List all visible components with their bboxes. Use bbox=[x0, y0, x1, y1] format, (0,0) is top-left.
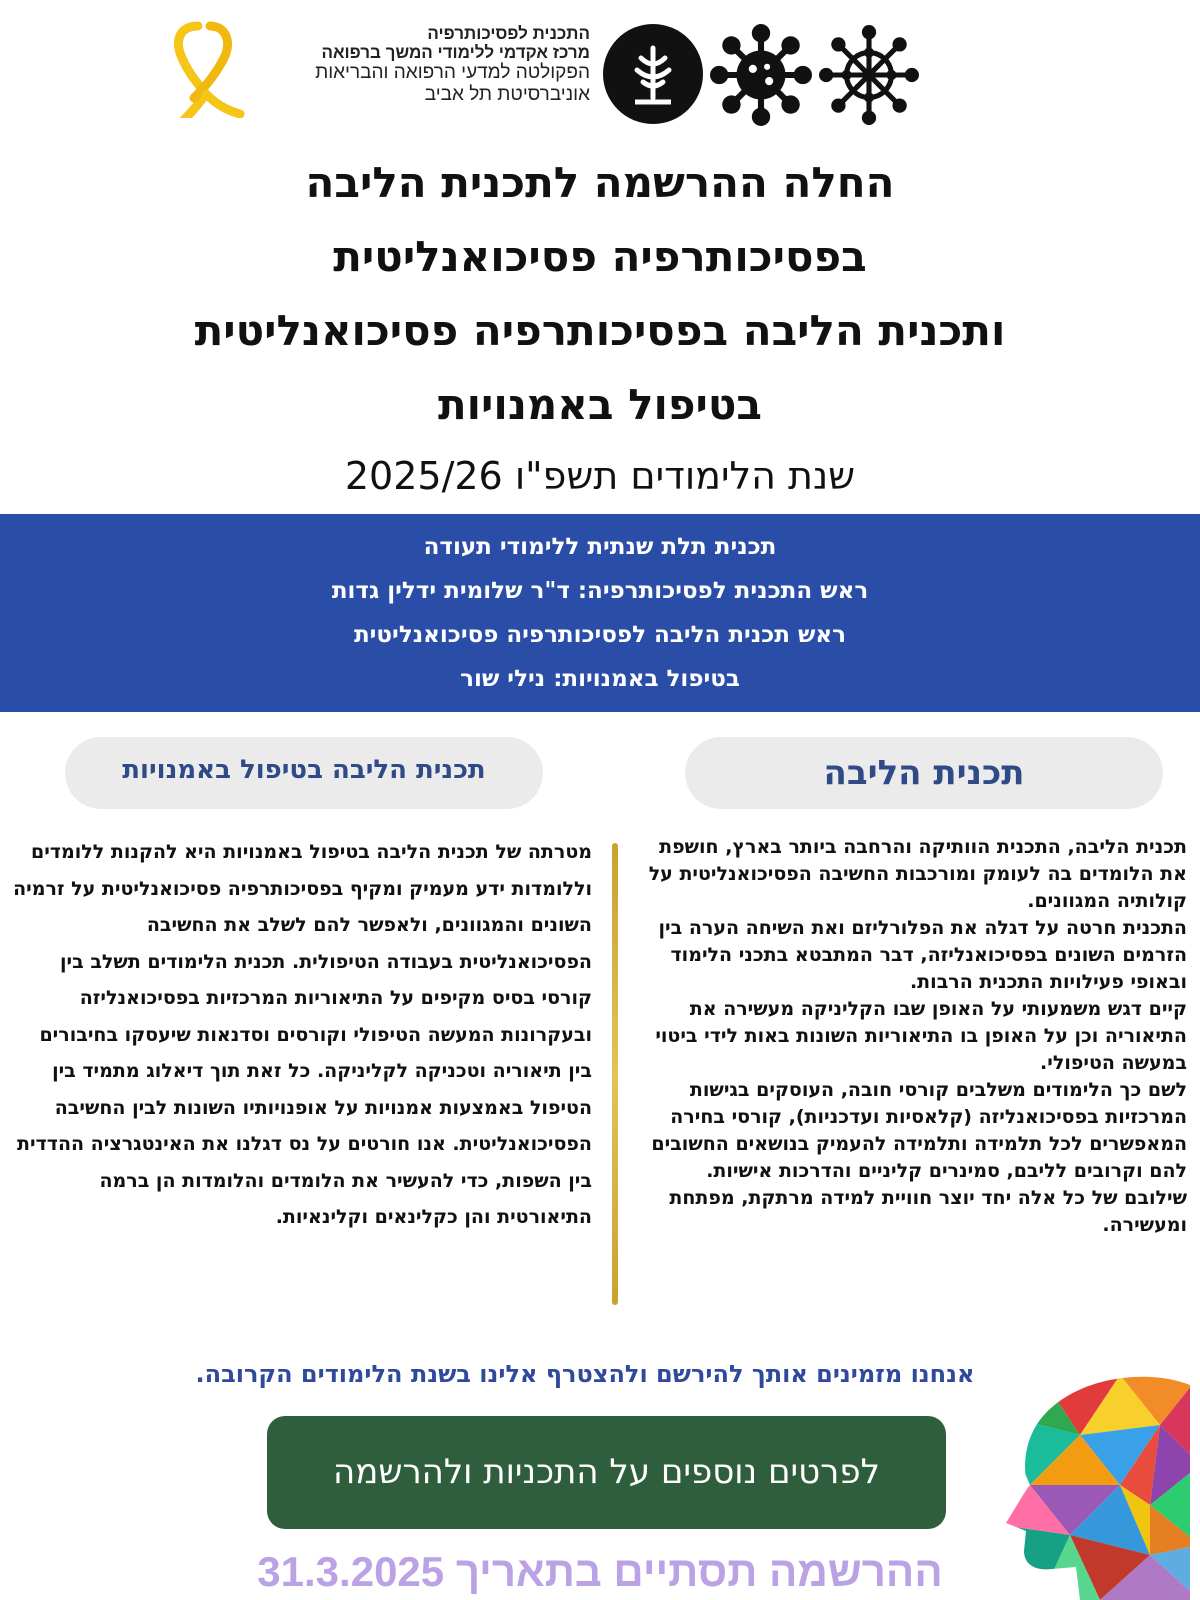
arts-program-heading: תכנית הליבה בטיפול באמנויות bbox=[65, 737, 543, 809]
core-program-paragraph: קיים דגש משמעותי על האופן שבו הקליניקה מעשירה את התיאוריה וכן על האופן בו התיאוריות השונות באות לידי ביטוי במעשה הטיפולי. bbox=[655, 998, 1187, 1074]
org-program-name: התכנית לפסיכותרפיה bbox=[427, 24, 590, 43]
program-type: תכנית תלת שנתית ללימודי תעודה bbox=[423, 534, 777, 560]
arts-program-head-name: בטיפול באמנויות: נילי שור bbox=[460, 666, 740, 692]
program-head: ראש התכנית לפסיכותרפיה: ד"ר שלומית ידלין גדות bbox=[331, 578, 869, 604]
yellow-ribbon-icon bbox=[160, 18, 250, 118]
academic-year: שנת הלימודים תשפ"ו 2025/26 bbox=[344, 454, 856, 498]
virus-logo bbox=[710, 24, 812, 126]
core-program-paragraph: לשם כך הלימודים משלבים קורסי חובה, העוסקים בגישות המרכזיות בפסיכואנליזה (קלאסיות ועדכניות), קורסי בחירה המאפשרים לכל תלמידה ותלמידה להעמיק בנושאים החשובים להם וקרובים לליבם, סמינרים קליניים והדרכות אישיות. bbox=[651, 1079, 1187, 1182]
register-button[interactable]: לפרטים נוספים על התכניות ולהרשמה bbox=[267, 1416, 946, 1529]
core-program-paragraph: התכנית חרטה על דגלה את הפלורליזם ואת השיחה הערה בין הזרמים השונים בפסיכואנליזה, דבר המתבטא בתכני הלימוד ובאופי פעילויות התכנית הרבות. bbox=[658, 917, 1187, 993]
colorful-head-illustration bbox=[1000, 1375, 1200, 1600]
arts-program-head-title: ראש תכנית הליבה לפסיכותרפיה פסיכואנליטית bbox=[353, 622, 847, 648]
column-divider bbox=[612, 843, 618, 1305]
core-program-description bbox=[632, 834, 1187, 1239]
registration-deadline: ההרשמה תסתיים בתאריך 31.3.2025 bbox=[257, 1548, 943, 1595]
title-line-4: בטיפול באמנויות bbox=[437, 380, 763, 429]
title-line-3: ותכנית הליבה בפסיכותרפיה פסיכואנליטית bbox=[194, 306, 1006, 355]
core-program-paragraph: תכנית הליבה, התכנית הוותיקה והרחבה ביותר בארץ, חושפת את הלומדים בה לעומק ומורכבות החשיבה הפסיכואנליטית על קולותיה המגוונים. bbox=[648, 836, 1187, 912]
core-program-paragraph: שילובם של כל אלה יחד יוצר חוויית למידה מרתקת, מפתחת ומעשירה. bbox=[669, 1187, 1187, 1236]
arts-program-description bbox=[12, 834, 592, 1236]
organization-info bbox=[260, 24, 590, 106]
core-program-heading: תכנית הליבה bbox=[685, 737, 1163, 809]
arts-program-paragraph: מטרתה של תכנית הליבה בטיפול באמנויות היא להקנות ללומדים וללומדות ידע מעמיק ומקיף בפסיכותרפיה פסיכואנליטית על זרמיה השונים והמגוונים, ולאפשר להם לשלב את החשיבה הפסיכואנליטית בעבודה הטיפולית. תכנית הלימודים תשלב בין קורסי בסיס מקיפים על התיאוריות המרכזיות בפסיכואנליזה ובעקרונות המעשה הטיפולי וקורסים וסדנאות שיעסקו בחיבורים בין תיאוריה וטכניקה לקליניקה. כל זאת תוך דיאלוג מתמיד בין הטיפול באמצעות אמנויות על אופנויותיו השונות לבין החשיבה הפסיכואנליטית. אנו חורטים על נס דגלנו את האינטגרציה ההדדית בין השפות, כדי להעשיר את הלומדים והלומדות הן ברמה התיאורטית והן כקלינאים וקלינאיות. bbox=[13, 841, 592, 1228]
title-line-2: בפסיכותרפיה פסיכואנליטית bbox=[333, 232, 867, 281]
org-center-name: מרכז אקדמי ללימודי המשך ברפואה bbox=[321, 43, 590, 62]
invitation-text: אנחנו מזמינים אותך להירשם ולהצטרף אלינו בשנת הלימודים הקרובה. bbox=[195, 1360, 975, 1388]
org-faculty-name: הפקולטה למדעי הרפואה והבריאות bbox=[315, 62, 590, 83]
title-line-1: החלה ההרשמה לתכנית הליבה bbox=[305, 158, 895, 207]
tel-aviv-university-logo bbox=[603, 24, 703, 124]
molecule-logo bbox=[818, 24, 920, 126]
org-university-name: אוניברסיטת תל אביב bbox=[424, 84, 590, 105]
